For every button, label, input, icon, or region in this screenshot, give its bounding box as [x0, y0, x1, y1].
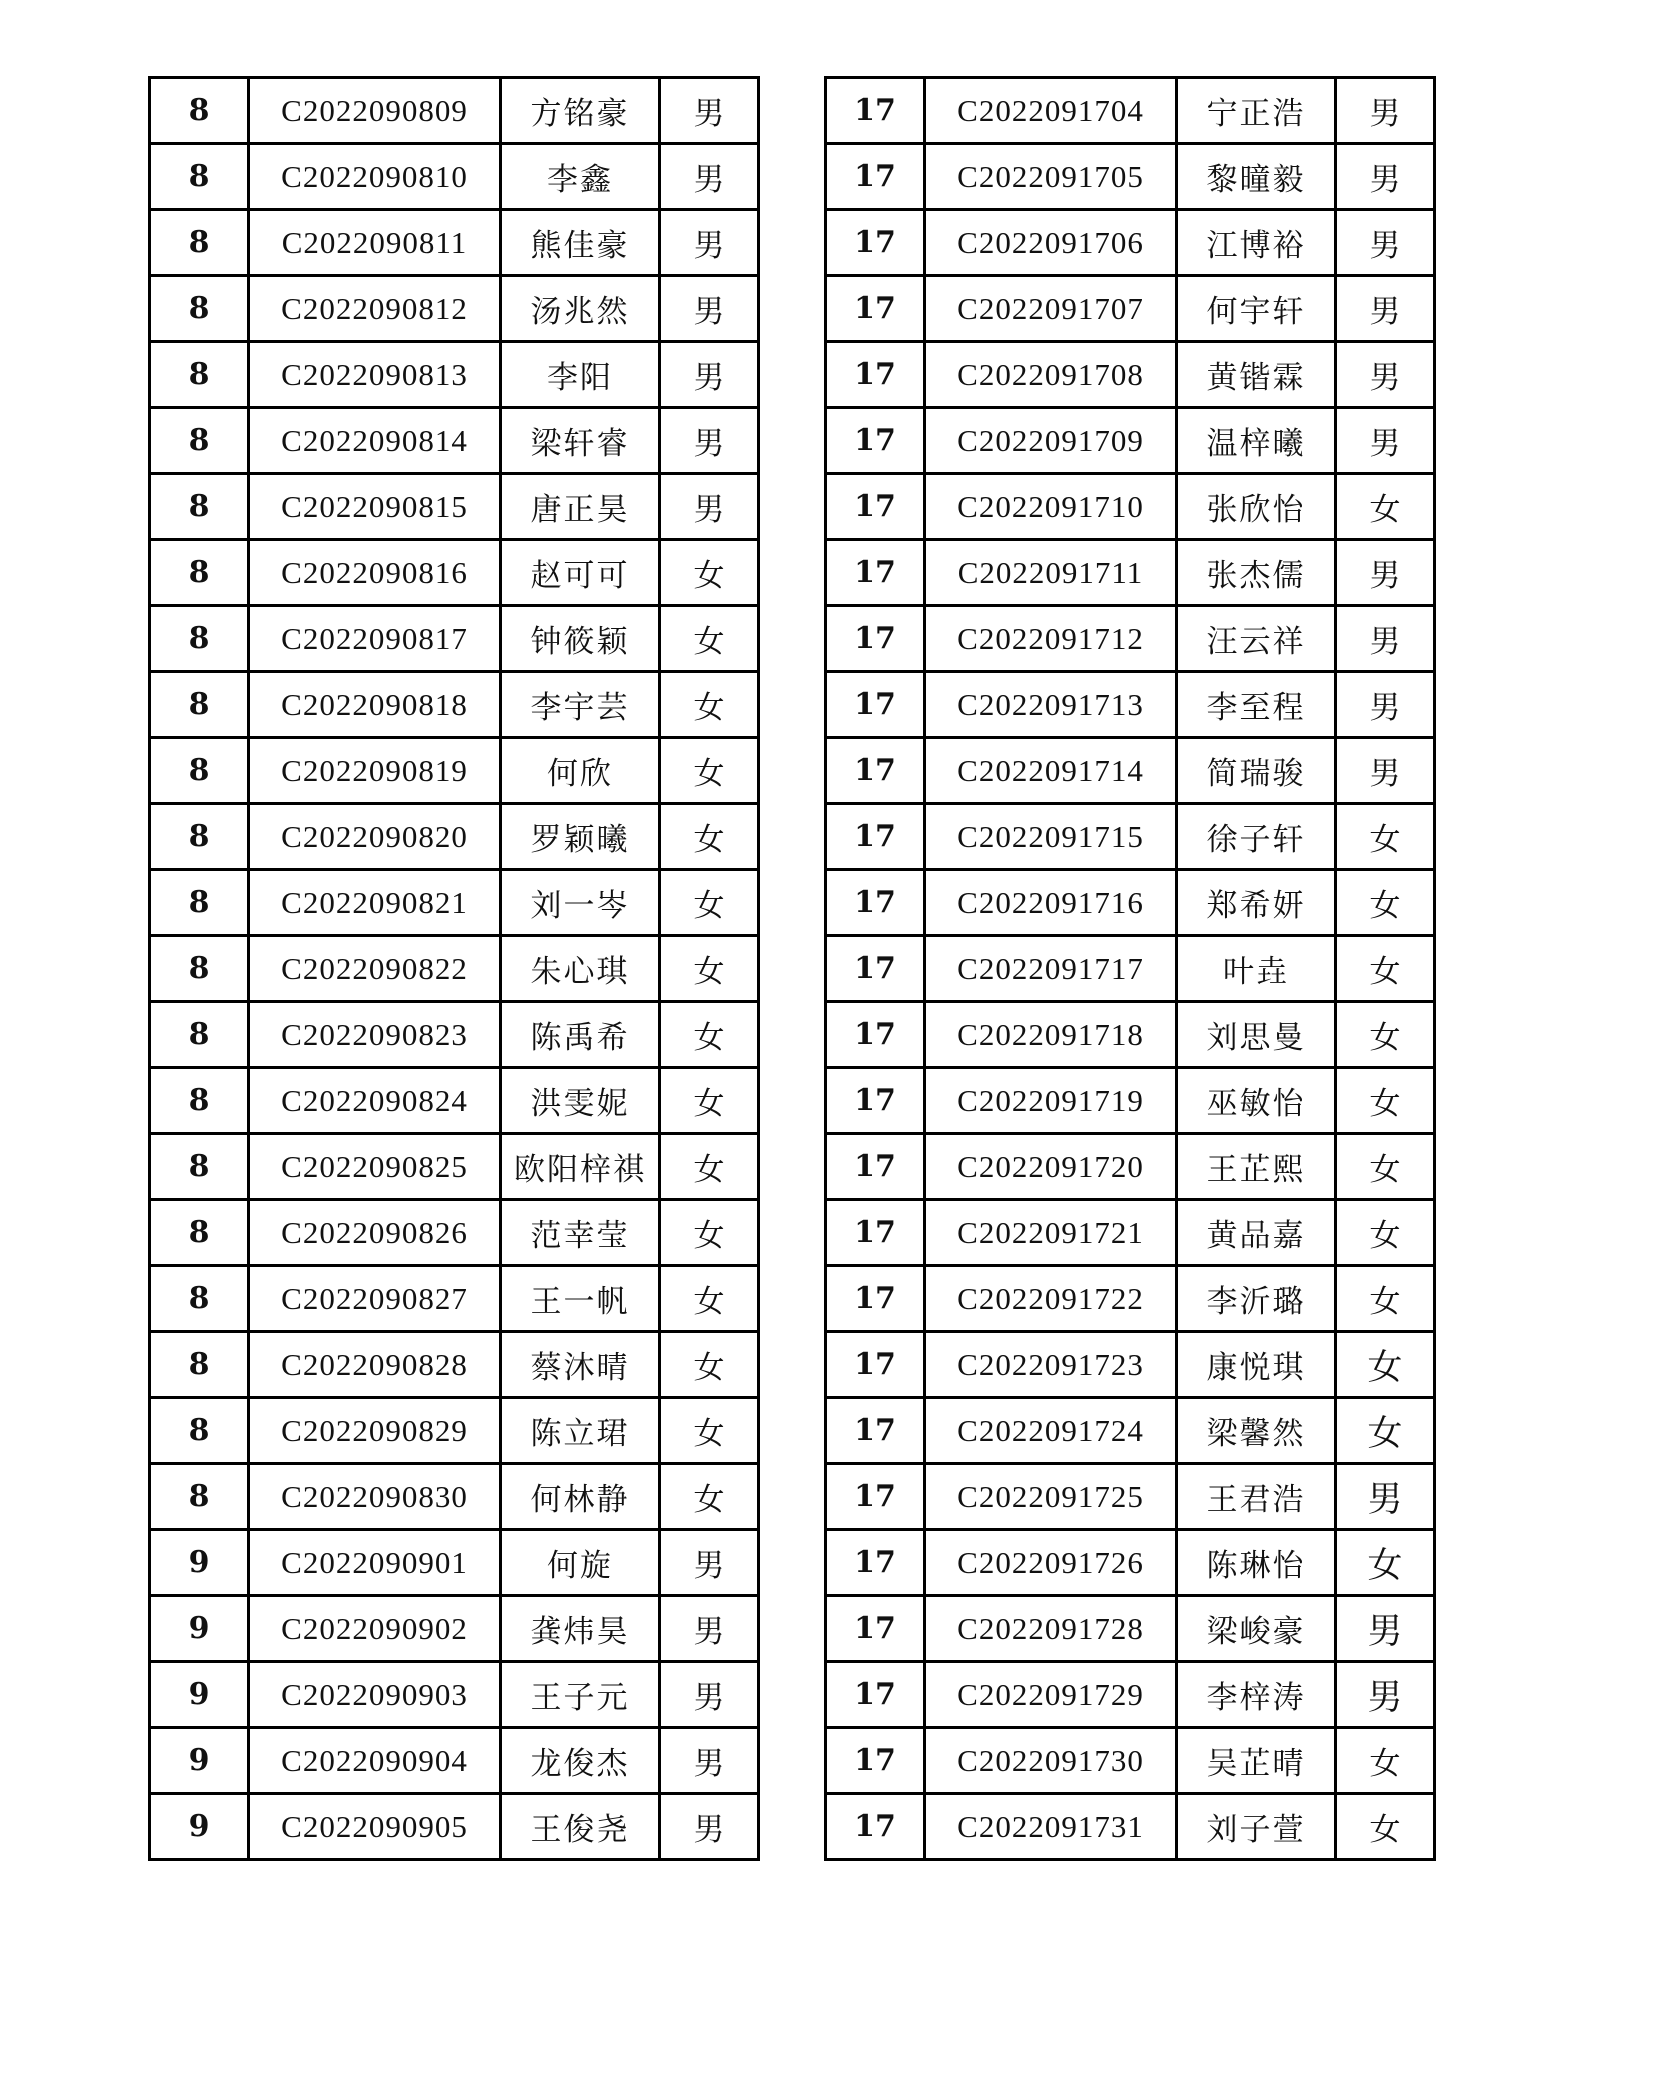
class-cell: 8 [150, 870, 249, 936]
table-row [150, 474, 759, 540]
gender-cell: 男 [660, 1728, 759, 1794]
table-row [150, 540, 759, 606]
table-row [826, 1794, 1435, 1860]
table-row [826, 540, 1435, 606]
student-name-cell: 陈禹希 [501, 1002, 660, 1068]
student-name-cell: 温梓曦 [1177, 408, 1336, 474]
table-row [150, 1596, 759, 1662]
student-id-cell: C2022091712 [925, 606, 1177, 672]
student-name-cell: 陈琳怡 [1177, 1530, 1336, 1596]
class-cell: 17 [826, 1002, 925, 1068]
student-id-cell: C2022090810 [249, 144, 501, 210]
student-name-cell: 简瑞骏 [1177, 738, 1336, 804]
student-id-cell: C2022090905 [249, 1794, 501, 1860]
table-row [826, 870, 1435, 936]
student-id-cell: C2022091722 [925, 1266, 1177, 1332]
gender-cell: 女 [1336, 474, 1435, 540]
roster-table-left-body [150, 78, 759, 1860]
table-row [150, 1794, 759, 1860]
class-cell: 17 [826, 1794, 925, 1860]
table-row [826, 408, 1435, 474]
table-row [150, 210, 759, 276]
gender-cell: 男 [660, 1530, 759, 1596]
gender-cell: 女 [660, 1464, 759, 1530]
student-name-cell: 李阳 [501, 342, 660, 408]
table-row [150, 1662, 759, 1728]
class-cell: 17 [826, 408, 925, 474]
table-row [826, 1398, 1435, 1464]
student-id-cell: C2022090826 [249, 1200, 501, 1266]
gender-cell: 女 [1336, 804, 1435, 870]
gender-cell: 男 [660, 342, 759, 408]
roster-table-left [148, 76, 760, 1861]
table-row [150, 606, 759, 672]
class-cell: 8 [150, 1134, 249, 1200]
gender-cell: 女 [660, 1068, 759, 1134]
gender-cell: 男 [1336, 210, 1435, 276]
table-row [826, 210, 1435, 276]
gender-cell: 男 [1336, 672, 1435, 738]
student-name-cell: 钟筱颖 [501, 606, 660, 672]
table-row [150, 672, 759, 738]
gender-cell: 男 [660, 474, 759, 540]
class-cell: 9 [150, 1662, 249, 1728]
class-cell: 17 [826, 1200, 925, 1266]
student-name-cell: 汤兆然 [501, 276, 660, 342]
gender-cell: 女 [1336, 936, 1435, 1002]
roster-table-right-body [826, 78, 1435, 1860]
class-cell: 17 [826, 1530, 925, 1596]
class-cell: 8 [150, 540, 249, 606]
class-cell: 17 [826, 276, 925, 342]
table-row [150, 276, 759, 342]
table-row [150, 1530, 759, 1596]
student-name-cell: 龙俊杰 [501, 1728, 660, 1794]
gender-cell: 男 [1336, 276, 1435, 342]
table-row [826, 672, 1435, 738]
student-name-cell: 何林静 [501, 1464, 660, 1530]
class-cell: 9 [150, 1728, 249, 1794]
student-id-cell: C2022091723 [925, 1332, 1177, 1398]
table-row [826, 606, 1435, 672]
table-row [150, 1464, 759, 1530]
student-id-cell: C2022090817 [249, 606, 501, 672]
student-id-cell: C2022091718 [925, 1002, 1177, 1068]
gender-cell: 女 [1336, 1200, 1435, 1266]
gender-cell: 女 [660, 804, 759, 870]
gender-cell: 男 [1336, 342, 1435, 408]
student-name-cell: 李沂璐 [1177, 1266, 1336, 1332]
gender-cell: 女 [1336, 1134, 1435, 1200]
student-id-cell: C2022091724 [925, 1398, 1177, 1464]
gender-cell: 女 [660, 870, 759, 936]
table-row [826, 804, 1435, 870]
student-id-cell: C2022090901 [249, 1530, 501, 1596]
table-row [150, 1398, 759, 1464]
table-row [150, 342, 759, 408]
class-cell: 8 [150, 804, 249, 870]
student-id-cell: C2022090814 [249, 408, 501, 474]
class-cell: 8 [150, 276, 249, 342]
student-id-cell: C2022090813 [249, 342, 501, 408]
table-row [150, 1266, 759, 1332]
gender-cell: 女 [660, 1134, 759, 1200]
student-id-cell: C2022091707 [925, 276, 1177, 342]
table-row [150, 1134, 759, 1200]
student-name-cell: 李鑫 [501, 144, 660, 210]
class-cell: 17 [826, 672, 925, 738]
student-name-cell: 梁馨然 [1177, 1398, 1336, 1464]
student-name-cell: 王一帆 [501, 1266, 660, 1332]
class-cell: 17 [826, 1464, 925, 1530]
class-cell: 8 [150, 606, 249, 672]
student-name-cell: 罗颖曦 [501, 804, 660, 870]
student-name-cell: 范幸莹 [501, 1200, 660, 1266]
student-name-cell: 吴芷晴 [1177, 1728, 1336, 1794]
class-cell: 9 [150, 1596, 249, 1662]
table-row [150, 144, 759, 210]
class-cell: 8 [150, 1266, 249, 1332]
class-cell: 9 [150, 1794, 249, 1860]
class-cell: 17 [826, 738, 925, 804]
class-cell: 17 [826, 210, 925, 276]
class-cell: 8 [150, 210, 249, 276]
gender-cell: 男 [660, 276, 759, 342]
student-id-cell: C2022091711 [925, 540, 1177, 606]
class-cell: 9 [150, 1530, 249, 1596]
table-row [826, 474, 1435, 540]
table-row [150, 1200, 759, 1266]
student-name-cell: 朱心琪 [501, 936, 660, 1002]
student-name-cell: 巫敏怡 [1177, 1068, 1336, 1134]
student-id-cell: C2022090902 [249, 1596, 501, 1662]
student-name-cell: 江博裕 [1177, 210, 1336, 276]
class-cell: 8 [150, 144, 249, 210]
class-cell: 17 [826, 342, 925, 408]
student-id-cell: C2022091731 [925, 1794, 1177, 1860]
table-row [826, 1200, 1435, 1266]
student-name-cell: 蔡沐晴 [501, 1332, 660, 1398]
student-id-cell: C2022091725 [925, 1464, 1177, 1530]
gender-cell: 男 [660, 1596, 759, 1662]
gender-cell: 男 [1336, 78, 1435, 144]
class-cell: 17 [826, 870, 925, 936]
class-cell: 8 [150, 408, 249, 474]
table-row [826, 1068, 1435, 1134]
class-cell: 17 [826, 1596, 925, 1662]
class-cell: 8 [150, 672, 249, 738]
student-name-cell: 王子元 [501, 1662, 660, 1728]
student-id-cell: C2022091708 [925, 342, 1177, 408]
gender-cell: 女 [660, 738, 759, 804]
class-cell: 8 [150, 1200, 249, 1266]
student-id-cell: C2022090904 [249, 1728, 501, 1794]
table-row [826, 78, 1435, 144]
student-name-cell: 唐正昊 [501, 474, 660, 540]
student-name-cell: 张欣怡 [1177, 474, 1336, 540]
table-row [150, 870, 759, 936]
gender-cell: 女 [1336, 1002, 1435, 1068]
student-id-cell: C2022090829 [249, 1398, 501, 1464]
student-name-cell: 黄品嘉 [1177, 1200, 1336, 1266]
class-cell: 17 [826, 1332, 925, 1398]
gender-cell: 女 [1336, 870, 1435, 936]
class-cell: 17 [826, 936, 925, 1002]
student-name-cell: 刘一岑 [501, 870, 660, 936]
student-name-cell: 洪雯妮 [501, 1068, 660, 1134]
class-cell: 8 [150, 1002, 249, 1068]
gender-cell: 男 [1336, 144, 1435, 210]
student-name-cell: 王君浩 [1177, 1464, 1336, 1530]
table-row [150, 1332, 759, 1398]
gender-cell: 男 [1336, 408, 1435, 474]
student-name-cell: 欧阳梓祺 [501, 1134, 660, 1200]
student-name-cell: 黎曈毅 [1177, 144, 1336, 210]
class-cell: 17 [826, 78, 925, 144]
student-id-cell: C2022090827 [249, 1266, 501, 1332]
student-name-cell: 陈立珺 [501, 1398, 660, 1464]
class-cell: 8 [150, 1068, 249, 1134]
student-id-cell: C2022091716 [925, 870, 1177, 936]
student-id-cell: C2022090822 [249, 936, 501, 1002]
student-id-cell: C2022091720 [925, 1134, 1177, 1200]
student-name-cell: 汪云祥 [1177, 606, 1336, 672]
student-name-cell: 宁正浩 [1177, 78, 1336, 144]
class-cell: 8 [150, 1332, 249, 1398]
class-cell: 17 [826, 144, 925, 210]
gender-cell: 女 [1336, 1530, 1435, 1596]
student-name-cell: 王芷熙 [1177, 1134, 1336, 1200]
class-cell: 17 [826, 540, 925, 606]
table-row [826, 1662, 1435, 1728]
student-name-cell: 何旋 [501, 1530, 660, 1596]
table-row [826, 936, 1435, 1002]
gender-cell: 男 [1336, 606, 1435, 672]
roster-table-right [824, 76, 1436, 1861]
gender-cell: 男 [1336, 1464, 1435, 1530]
gender-cell: 女 [1336, 1332, 1435, 1398]
table-row [150, 804, 759, 870]
student-id-cell: C2022091719 [925, 1068, 1177, 1134]
gender-cell: 女 [1336, 1398, 1435, 1464]
table-row [826, 1596, 1435, 1662]
student-id-cell: C2022091729 [925, 1662, 1177, 1728]
table-row [150, 936, 759, 1002]
table-row [826, 738, 1435, 804]
table-row [826, 1332, 1435, 1398]
student-id-cell: C2022091730 [925, 1728, 1177, 1794]
student-id-cell: C2022090820 [249, 804, 501, 870]
gender-cell: 男 [660, 144, 759, 210]
student-id-cell: C2022090812 [249, 276, 501, 342]
student-id-cell: C2022090823 [249, 1002, 501, 1068]
gender-cell: 女 [1336, 1266, 1435, 1332]
student-name-cell: 梁轩睿 [501, 408, 660, 474]
table-row [150, 738, 759, 804]
gender-cell: 女 [660, 1332, 759, 1398]
gender-cell: 女 [660, 606, 759, 672]
table-row [150, 1068, 759, 1134]
student-name-cell: 熊佳豪 [501, 210, 660, 276]
student-id-cell: C2022090818 [249, 672, 501, 738]
gender-cell: 女 [1336, 1728, 1435, 1794]
student-id-cell: C2022090828 [249, 1332, 501, 1398]
gender-cell: 男 [660, 78, 759, 144]
gender-cell: 女 [660, 1398, 759, 1464]
student-name-cell: 康悦琪 [1177, 1332, 1336, 1398]
table-row [826, 1134, 1435, 1200]
class-cell: 17 [826, 1662, 925, 1728]
gender-cell: 女 [660, 936, 759, 1002]
table-row [826, 1002, 1435, 1068]
table-row [826, 276, 1435, 342]
student-name-cell: 何欣 [501, 738, 660, 804]
class-cell: 17 [826, 606, 925, 672]
class-cell: 8 [150, 936, 249, 1002]
class-cell: 17 [826, 804, 925, 870]
student-id-cell: C2022091704 [925, 78, 1177, 144]
student-id-cell: C2022090824 [249, 1068, 501, 1134]
student-id-cell: C2022090815 [249, 474, 501, 540]
student-name-cell: 李至程 [1177, 672, 1336, 738]
gender-cell: 女 [1336, 1794, 1435, 1860]
gender-cell: 女 [1336, 1068, 1435, 1134]
student-name-cell: 叶垚 [1177, 936, 1336, 1002]
student-id-cell: C2022091705 [925, 144, 1177, 210]
table-row [826, 1728, 1435, 1794]
class-cell: 8 [150, 1464, 249, 1530]
table-row [826, 342, 1435, 408]
gender-cell: 男 [660, 408, 759, 474]
gender-cell: 男 [660, 1794, 759, 1860]
table-row [826, 1266, 1435, 1332]
student-name-cell: 赵可可 [501, 540, 660, 606]
table-row [150, 1002, 759, 1068]
gender-cell: 女 [660, 1002, 759, 1068]
gender-cell: 男 [660, 1662, 759, 1728]
class-cell: 8 [150, 474, 249, 540]
class-cell: 17 [826, 1134, 925, 1200]
student-id-cell: C2022091714 [925, 738, 1177, 804]
student-name-cell: 黄锴霖 [1177, 342, 1336, 408]
gender-cell: 女 [660, 1266, 759, 1332]
table-row [826, 1464, 1435, 1530]
gender-cell: 男 [1336, 1662, 1435, 1728]
class-cell: 17 [826, 474, 925, 540]
student-id-cell: C2022091726 [925, 1530, 1177, 1596]
student-id-cell: C2022090903 [249, 1662, 501, 1728]
student-name-cell: 李宇芸 [501, 672, 660, 738]
gender-cell: 男 [1336, 738, 1435, 804]
student-id-cell: C2022091717 [925, 936, 1177, 1002]
class-cell: 17 [826, 1398, 925, 1464]
student-id-cell: C2022091721 [925, 1200, 1177, 1266]
student-id-cell: C2022090816 [249, 540, 501, 606]
class-cell: 8 [150, 78, 249, 144]
student-name-cell: 郑希妍 [1177, 870, 1336, 936]
gender-cell: 女 [660, 1200, 759, 1266]
student-name-cell: 龚炜昊 [501, 1596, 660, 1662]
student-id-cell: C2022091728 [925, 1596, 1177, 1662]
table-row [150, 408, 759, 474]
student-id-cell: C2022090819 [249, 738, 501, 804]
student-name-cell: 张杰儒 [1177, 540, 1336, 606]
student-name-cell: 王俊尧 [501, 1794, 660, 1860]
student-name-cell: 李梓涛 [1177, 1662, 1336, 1728]
student-id-cell: C2022091715 [925, 804, 1177, 870]
class-cell: 8 [150, 342, 249, 408]
student-id-cell: C2022091710 [925, 474, 1177, 540]
gender-cell: 男 [1336, 1596, 1435, 1662]
student-name-cell: 方铭豪 [501, 78, 660, 144]
student-name-cell: 刘子萱 [1177, 1794, 1336, 1860]
gender-cell: 男 [1336, 540, 1435, 606]
student-id-cell: C2022091709 [925, 408, 1177, 474]
student-id-cell: C2022090811 [249, 210, 501, 276]
table-row [826, 1530, 1435, 1596]
table-row [826, 144, 1435, 210]
class-cell: 8 [150, 1398, 249, 1464]
student-id-cell: C2022090825 [249, 1134, 501, 1200]
gender-cell: 女 [660, 540, 759, 606]
student-name-cell: 何宇轩 [1177, 276, 1336, 342]
student-id-cell: C2022090809 [249, 78, 501, 144]
class-cell: 17 [826, 1266, 925, 1332]
gender-cell: 女 [660, 672, 759, 738]
table-row [150, 1728, 759, 1794]
student-id-cell: C2022091706 [925, 210, 1177, 276]
class-cell: 17 [826, 1728, 925, 1794]
student-name-cell: 徐子轩 [1177, 804, 1336, 870]
student-name-cell: 梁峻豪 [1177, 1596, 1336, 1662]
class-cell: 17 [826, 1068, 925, 1134]
student-id-cell: C2022090821 [249, 870, 501, 936]
table-row [150, 78, 759, 144]
student-name-cell: 刘思曼 [1177, 1002, 1336, 1068]
student-id-cell: C2022091713 [925, 672, 1177, 738]
class-cell: 8 [150, 738, 249, 804]
student-id-cell: C2022090830 [249, 1464, 501, 1530]
gender-cell: 男 [660, 210, 759, 276]
